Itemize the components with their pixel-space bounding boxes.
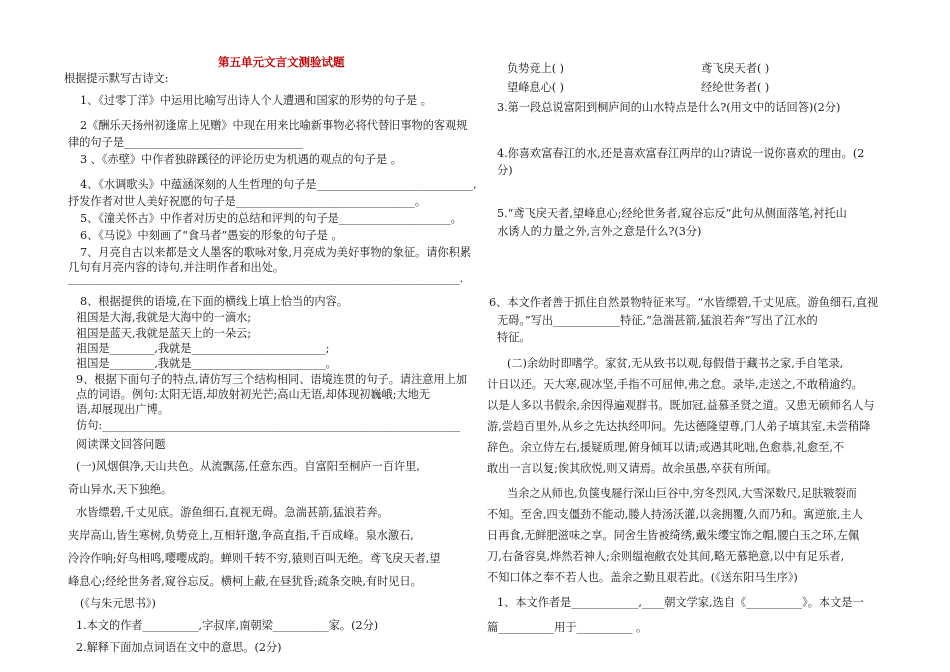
reading-question-6-cont: 无碍。”写出____________特征,“急湍甚箭,猛浪若奔”写出了江水的 — [497, 314, 818, 327]
question-8: 8、根据提供的语境,在下面的横线上填上恰当的内容。 — [80, 295, 348, 308]
passage-2-p2-line-3: 日再食,无鲜肥滋味之享。同舍生皆被绮绣,戴朱缨宝饰之帽,腰白玉之环,左佩 — [487, 529, 860, 542]
passage-1-p3: 夹岸高山,皆生寒树,负势竞上,互相轩邈,争高直指,千百成峰。泉水激石, — [68, 529, 414, 542]
passage-2-p1-line-4: 游,尝趋百里外,从乡之先达执经叩问。先达德隆望尊,门人弟子填其室,未尝稍降 — [487, 420, 871, 433]
question-5: 5、《潼关怀古》中作者对历史的总结和评判的句子是____________________。 — [80, 212, 462, 225]
reading-question-4-cont: 分) — [497, 164, 513, 177]
reading-question-6-cont-2: 特征。 — [497, 331, 531, 344]
passage-2-p2: 当余之从师也,负箧曳屣行深山巨谷中,穷冬烈风,大雪深数尺,足肤皲裂而 — [507, 487, 857, 500]
question-2: 2《酬乐天扬州初逢席上见赠》中现在用来比喻新事物必将代替旧事物的客观规 — [80, 119, 468, 132]
passage-2-p1-line-3: 以是人多以书假余,余因得遍观群书。既加冠,益慕圣贤之道。又患无硕师名人与 — [487, 399, 875, 412]
passage-2-p2-line-2: 不知。至舍,四支僵劲不能动,媵人持汤沃灌,以衾拥覆,久而乃和。寓逆旅,主人 — [487, 508, 863, 521]
reading-question-6: 6、本文作者善于抓住自然景物特征来写。“水皆缥碧,千丈见底。游鱼细石,直视 — [489, 296, 879, 309]
passage-1-p3-cont-2: 峰息心;经纶世务者,窥谷忘反。横柯上蔽,在昼犹昏;疏条交映,有时见日。 — [68, 575, 422, 588]
passage-2-p1-line-6: 敢出一言以复;俟其欣悦,则又请焉。故余虽愚,卒获有所闻。 — [487, 462, 778, 475]
reading-question-5: 5.“鸢飞戾天者,望峰息心;经纶世务者,窥谷忘反”此句从侧面落笔,衬托山 — [497, 207, 847, 220]
passage-1-p3-cont: 泠泠作响;好鸟相鸣,嘤嘤成韵。蝉则千转不穷,猿则百叫无绝。鸢飞戾天者,望 — [68, 552, 441, 565]
answer-line: ______________________________________________________________________. — [68, 272, 464, 285]
question-8-example-2: 祖国是蓝天,我就是蓝天上的一朵云; — [76, 327, 252, 340]
passage-1-p2: 水皆缥碧,千丈见底。游鱼细石,直视无碍。急湍甚箭,猛浪若奔。 — [76, 506, 389, 519]
imitation-sentence: 仿句:________________________________________________________________ — [76, 419, 461, 432]
passage-2-question-1-cont: 篇__________用于__________ 。 — [487, 621, 648, 634]
question-9-cont: 点的词语。例句:太阳无语,却放射初光芒;高山无语,却体现初巍峨;大地无 — [76, 388, 431, 401]
passage-2-p2-line-5: 不知口体之奉不若人也。盖余之勤且艰若此。(《送东阳马生序》) — [487, 571, 798, 584]
question-6: 6、《马说》中刻画了“食马者”愚妄的形象的句子是 。 — [80, 229, 343, 242]
question-8-blank-2: 祖国是________,我就是________________________。 — [76, 357, 337, 370]
reading-heading: 阅读课文回答问题 — [76, 438, 166, 451]
page-title: 第五单元文言文测验试题 — [218, 55, 345, 69]
question-1: 1、《过零丁洋》中运用比喻写出诗人个人遭遇和国家的形势的句子是 。 — [80, 94, 432, 107]
question-8-example-1: 祖国是大海,我就是大海中的一滴水; — [76, 311, 252, 324]
question-8-blank-1: 祖国是________,我就是________________________; — [76, 342, 330, 355]
question-2-cont: 律的句子是________________________________ — [68, 136, 303, 149]
question-3: 3 、《赤壁》中作者独辟蹊径的评论历史为机遇的观点的句子是 。 — [80, 153, 402, 166]
passage-2-question-1: 1、本文作者是____________,____朝文学家,选自《__________》。本文是一 — [497, 596, 864, 609]
question-9: 9、根据下面句子的特点,请仿写三个结构相同、语境连贯的句子。请注意用上加 — [76, 373, 468, 386]
word-item-2: 鸢飞戾天者( ) — [701, 62, 770, 75]
word-item-3: 望峰息心( ) — [507, 81, 565, 94]
question-7-cont: 几句有月亮内容的诗句,并注明作者和出处。 — [68, 261, 285, 274]
question-9-cont-2: 语,却展现出广博。 — [76, 403, 170, 416]
question-7: 7、月亮自古以来都是文人墨客的歌咏对象,月亮成为美好事物的象征。请你积累 — [80, 246, 472, 259]
reading-question-1: 1.本文的作者__________,字叔庠,南朝梁__________家。(2分) — [76, 619, 379, 632]
passage-2-p1: (二)余幼时即嗜学。家贫,无从致书以观,每假借于藏书之家,手自笔录, — [507, 357, 844, 370]
section-heading: 根据提示默写古诗文: — [64, 72, 169, 85]
reading-question-3: 3.第一段总说富阳到桐庐间的山水特点是什么?(用文中的话回答)(2分) — [497, 101, 841, 114]
question-4: 4、《水调歌头》中蕴涵深刻的人生哲理的句子是____________________________, — [80, 178, 477, 191]
reading-question-2: 2.解释下面加点词语在文中的意思。(2分) — [76, 641, 282, 654]
passage-2-p2-line-4: 刀,右备容臭,烨然若神人;余则缊袍敝衣处其间,略无慕艳意,以中有足乐者, — [487, 550, 845, 563]
passage-2-p1-line-2: 计日以还。天大寒,砚冰坚,手指不可屈伸,弗之怠。录毕,走送之,不敢稍逾约。 — [487, 378, 863, 391]
reading-question-5-cont: 水诱人的力量之外,言外之意是什么?(3分) — [497, 225, 702, 238]
passage-1-p1: (一)风烟俱净,天山共色。从流飘荡,任意东西。自富阳至桐庐一百许里, — [76, 460, 420, 473]
word-item-4: 经纶世务者( ) — [701, 81, 770, 94]
passage-2-p1-line-5: 辞色。余立侍左右,援疑质理,俯身倾耳以请;或遇其叱咄,色愈恭,礼愈至,不 — [487, 441, 845, 454]
passage-1-source: (《与朱元思书》) — [80, 597, 156, 610]
reading-question-4: 4.你喜欢富春江的水,还是喜欢富春江两岸的山?请说一说你喜欢的理由。(2 — [497, 147, 865, 160]
passage-1-p1-cont: 奇山异水,天下独绝。 — [68, 483, 173, 496]
question-4-cont: 抒发作者对世人美好祝愿的句子是________________________________。 — [68, 195, 427, 208]
word-item-1: 负势竞上( ) — [507, 62, 565, 75]
